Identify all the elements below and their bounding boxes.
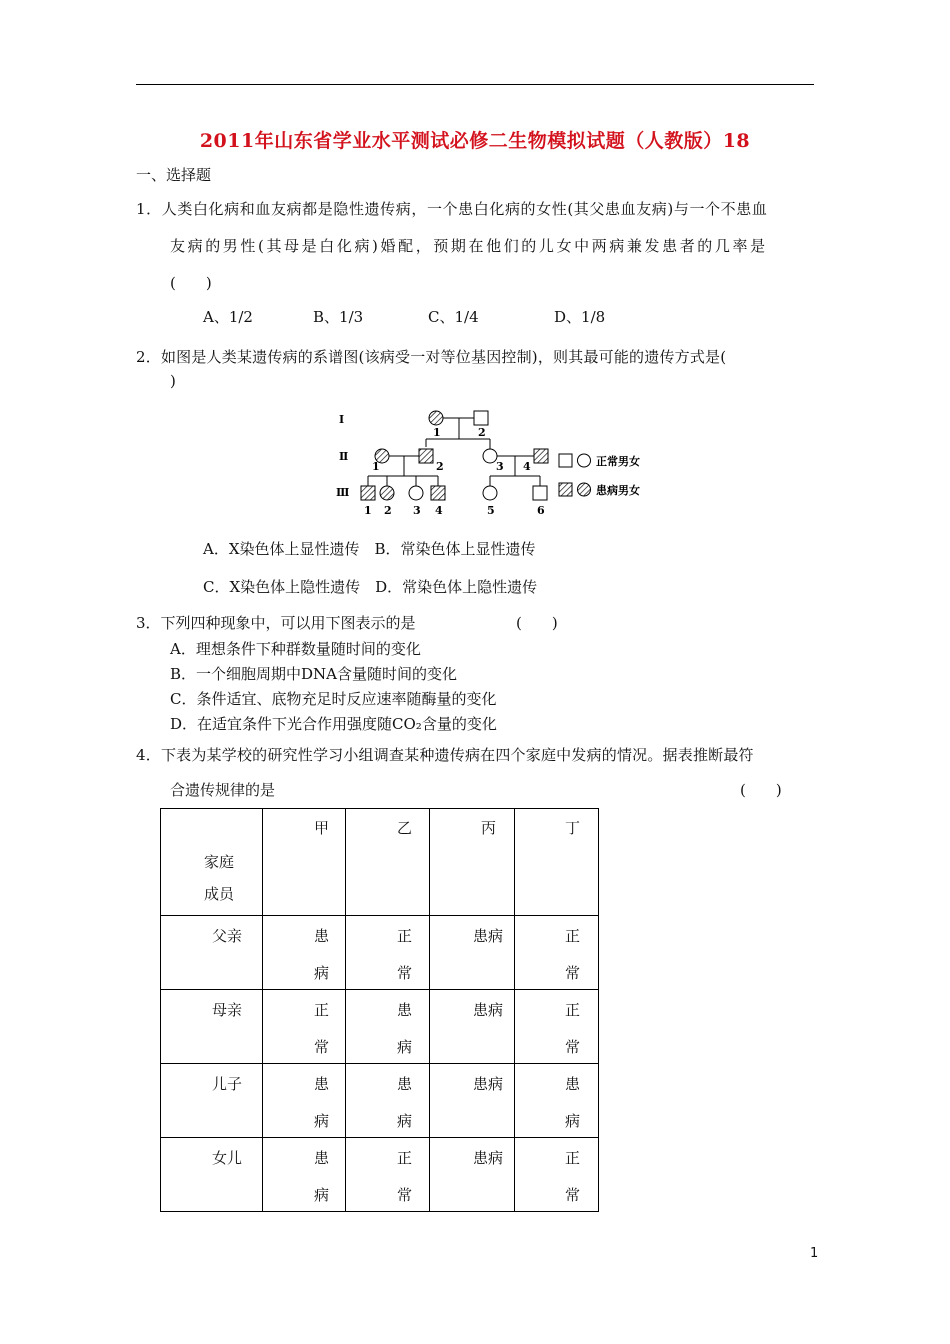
gen2-male-2-affected: [419, 449, 433, 463]
row-label-son: [161, 1064, 263, 1138]
legend-affected-male: [559, 483, 572, 496]
cell-text: 病: [397, 1038, 413, 1056]
section-heading: 一、选择题: [136, 166, 212, 184]
col-header-bing: [430, 809, 515, 916]
row-label-text: 母亲: [212, 1001, 243, 1019]
q3-option-d: D．在适宜条件下光合作用强度随CO₂含量的变化: [170, 715, 497, 733]
gen1-num-2: 2: [478, 426, 486, 439]
cell-text: 患: [397, 1075, 413, 1093]
table-cell: [263, 1138, 346, 1212]
gen3-num-3: 3: [413, 504, 421, 517]
gen3-female-2-affected: [380, 486, 394, 500]
cell-text: 常: [565, 1038, 581, 1056]
cell-text: 患病: [473, 1149, 504, 1167]
cell-text: 病: [565, 1112, 581, 1130]
q1-option-c: C、1/4: [428, 308, 479, 326]
q4-stem-line2: 合遗传规律的是: [170, 781, 276, 799]
cell-text: 正: [565, 1149, 581, 1167]
table-cell: [346, 916, 430, 990]
table-header-row: [161, 809, 599, 916]
gen2-num-4: 4: [523, 460, 531, 473]
table-corner-cell: [161, 809, 263, 916]
legend-normal-label: 正常男女: [596, 455, 640, 468]
col-header-text: 丙: [481, 819, 497, 837]
cell-text: 常: [397, 1186, 413, 1204]
cell-text: 患: [314, 1075, 330, 1093]
gen-label-1: Ⅰ: [339, 413, 345, 426]
cell-text: 正: [397, 927, 413, 945]
q1-option-d: D、1/8: [554, 308, 606, 326]
cell-text: 病: [314, 1186, 330, 1204]
table-cell: [346, 1138, 430, 1212]
gen2-num-2: 2: [436, 460, 444, 473]
legend-normal-female: [578, 454, 591, 467]
family-table: [160, 808, 599, 1212]
gen3-num-1: 1: [364, 504, 372, 517]
cell-text: 患: [314, 927, 330, 945]
gen2-male-4-affected: [534, 449, 548, 463]
legend-affected-label: 患病男女: [596, 484, 640, 497]
row-label-text: 儿子: [212, 1075, 243, 1093]
q2-stem-line1: 2．如图是人类某遗传病的系谱图(该病受一对等位基因控制)，则其最可能的遗传方式是(: [136, 348, 727, 366]
cell-text: 常: [397, 964, 413, 982]
table-cell: [430, 990, 515, 1064]
col-header-text: 乙: [397, 819, 413, 837]
cell-text: 患: [397, 1001, 413, 1019]
row-label-daughter: [161, 1138, 263, 1212]
gen1-num-1: 1: [433, 426, 441, 439]
q2-options-row1: A．X染色体上显性遗传 B．常染色体上显性遗传: [203, 540, 536, 558]
q2-stem-line2: ): [170, 372, 176, 390]
table-row: [161, 990, 599, 1064]
col-header-text: 丁: [565, 819, 581, 837]
q3-stem: 3．下列四种现象中，可以用下图表示的是: [136, 614, 416, 632]
corner-label-member: 成员: [204, 885, 235, 903]
page-number: 1: [810, 1246, 819, 1261]
table-cell: [263, 916, 346, 990]
cell-text: 患: [565, 1075, 581, 1093]
q3-option-a: A．理想条件下种群数量随时间的变化: [170, 640, 421, 658]
q3-answer-bracket: ( ): [516, 614, 558, 632]
gen3-female-3-normal: [409, 486, 423, 500]
cell-text: 常: [565, 964, 581, 982]
q1-stem-line2: 友病的男性(其母是白化病)婚配，预期在他们的儿女中两病兼发患者的几率是: [170, 237, 768, 255]
gen-label-2: Ⅱ: [339, 450, 349, 463]
q2-options-row2: C．X染色体上隐性遗传 D．常染色体上隐性遗传: [203, 578, 538, 596]
table-row: [161, 1064, 599, 1138]
gen2-num-1: 1: [372, 460, 380, 473]
table-cell: [430, 1064, 515, 1138]
pedigree-chart: [330, 404, 670, 520]
gen3-male-4-affected: [431, 486, 445, 500]
legend-affected-female: [578, 483, 591, 496]
q3-option-b: B．一个细胞周期中DNA含量随时间的变化: [170, 665, 458, 683]
col-header-yi: [346, 809, 430, 916]
cell-text: 正: [565, 1001, 581, 1019]
cell-text: 患病: [473, 1001, 504, 1019]
cell-text: 患: [314, 1149, 330, 1167]
table-cell: [346, 990, 430, 1064]
gen3-male-1-affected: [361, 486, 375, 500]
q4-answer-bracket: ( ): [740, 781, 782, 799]
table-cell: [263, 1064, 346, 1138]
table-cell: [515, 1064, 599, 1138]
gen3-num-5: 5: [487, 504, 495, 517]
gen3-female-5-normal: [483, 486, 497, 500]
table-cell: [263, 990, 346, 1064]
cell-text: 患病: [473, 1075, 504, 1093]
q3-option-c: C．条件适宜、底物充足时反应速率随酶量的变化: [170, 690, 497, 708]
header-rule: [136, 84, 814, 85]
q4-stem-line1: 4．下表为某学校的研究性学习小组调查某种遗传病在四个家庭中发病的情况。据表推断最符: [136, 746, 754, 764]
row-label-text: 父亲: [212, 927, 243, 945]
table-cell: [430, 916, 515, 990]
table-row: [161, 916, 599, 990]
q1-stem-line1: 1．人类白化病和血友病都是隐性遗传病，一个患白化病的女性(其父患血友病)与一个不患血: [136, 200, 768, 218]
col-header-text: 甲: [314, 819, 330, 837]
cell-text: 病: [314, 1112, 330, 1130]
gen3-num-6: 6: [537, 504, 545, 517]
table-row: [161, 1138, 599, 1212]
table-cell: [515, 1138, 599, 1212]
document-title: 2011年山东省学业水平测试必修二生物模拟试题（人教版）18: [199, 130, 751, 152]
cell-text: 常: [565, 1186, 581, 1204]
row-label-mother: [161, 990, 263, 1064]
legend-normal-male: [559, 454, 572, 467]
cell-text: 病: [397, 1112, 413, 1130]
cell-text: 常: [314, 1038, 330, 1056]
row-label-text: 女儿: [212, 1149, 243, 1167]
gen1-male-normal: [474, 411, 488, 425]
gen1-female-affected: [429, 411, 443, 425]
table-cell: [515, 990, 599, 1064]
table-cell: [430, 1138, 515, 1212]
gen3-num-4: 4: [435, 504, 443, 517]
row-label-father: [161, 916, 263, 990]
gen3-male-6-normal: [533, 486, 547, 500]
cell-text: 正: [565, 927, 581, 945]
table-cell: [346, 1064, 430, 1138]
q1-option-a: A、1/2: [203, 308, 253, 326]
table-cell: [515, 916, 599, 990]
col-header-ding: [515, 809, 599, 916]
cell-text: 病: [314, 964, 330, 982]
col-header-jia: [263, 809, 346, 916]
gen2-num-3: 3: [496, 460, 504, 473]
cell-text: 正: [397, 1149, 413, 1167]
q1-option-b: B、1/3: [313, 308, 364, 326]
cell-text: 正: [314, 1001, 330, 1019]
gen2-female-3-normal: [483, 449, 497, 463]
q1-answer-bracket: ( ): [170, 274, 212, 292]
gen-label-3: Ⅲ: [336, 486, 350, 499]
cell-text: 患病: [473, 927, 504, 945]
gen3-num-2: 2: [384, 504, 392, 517]
corner-label-family: 家庭: [204, 853, 235, 871]
